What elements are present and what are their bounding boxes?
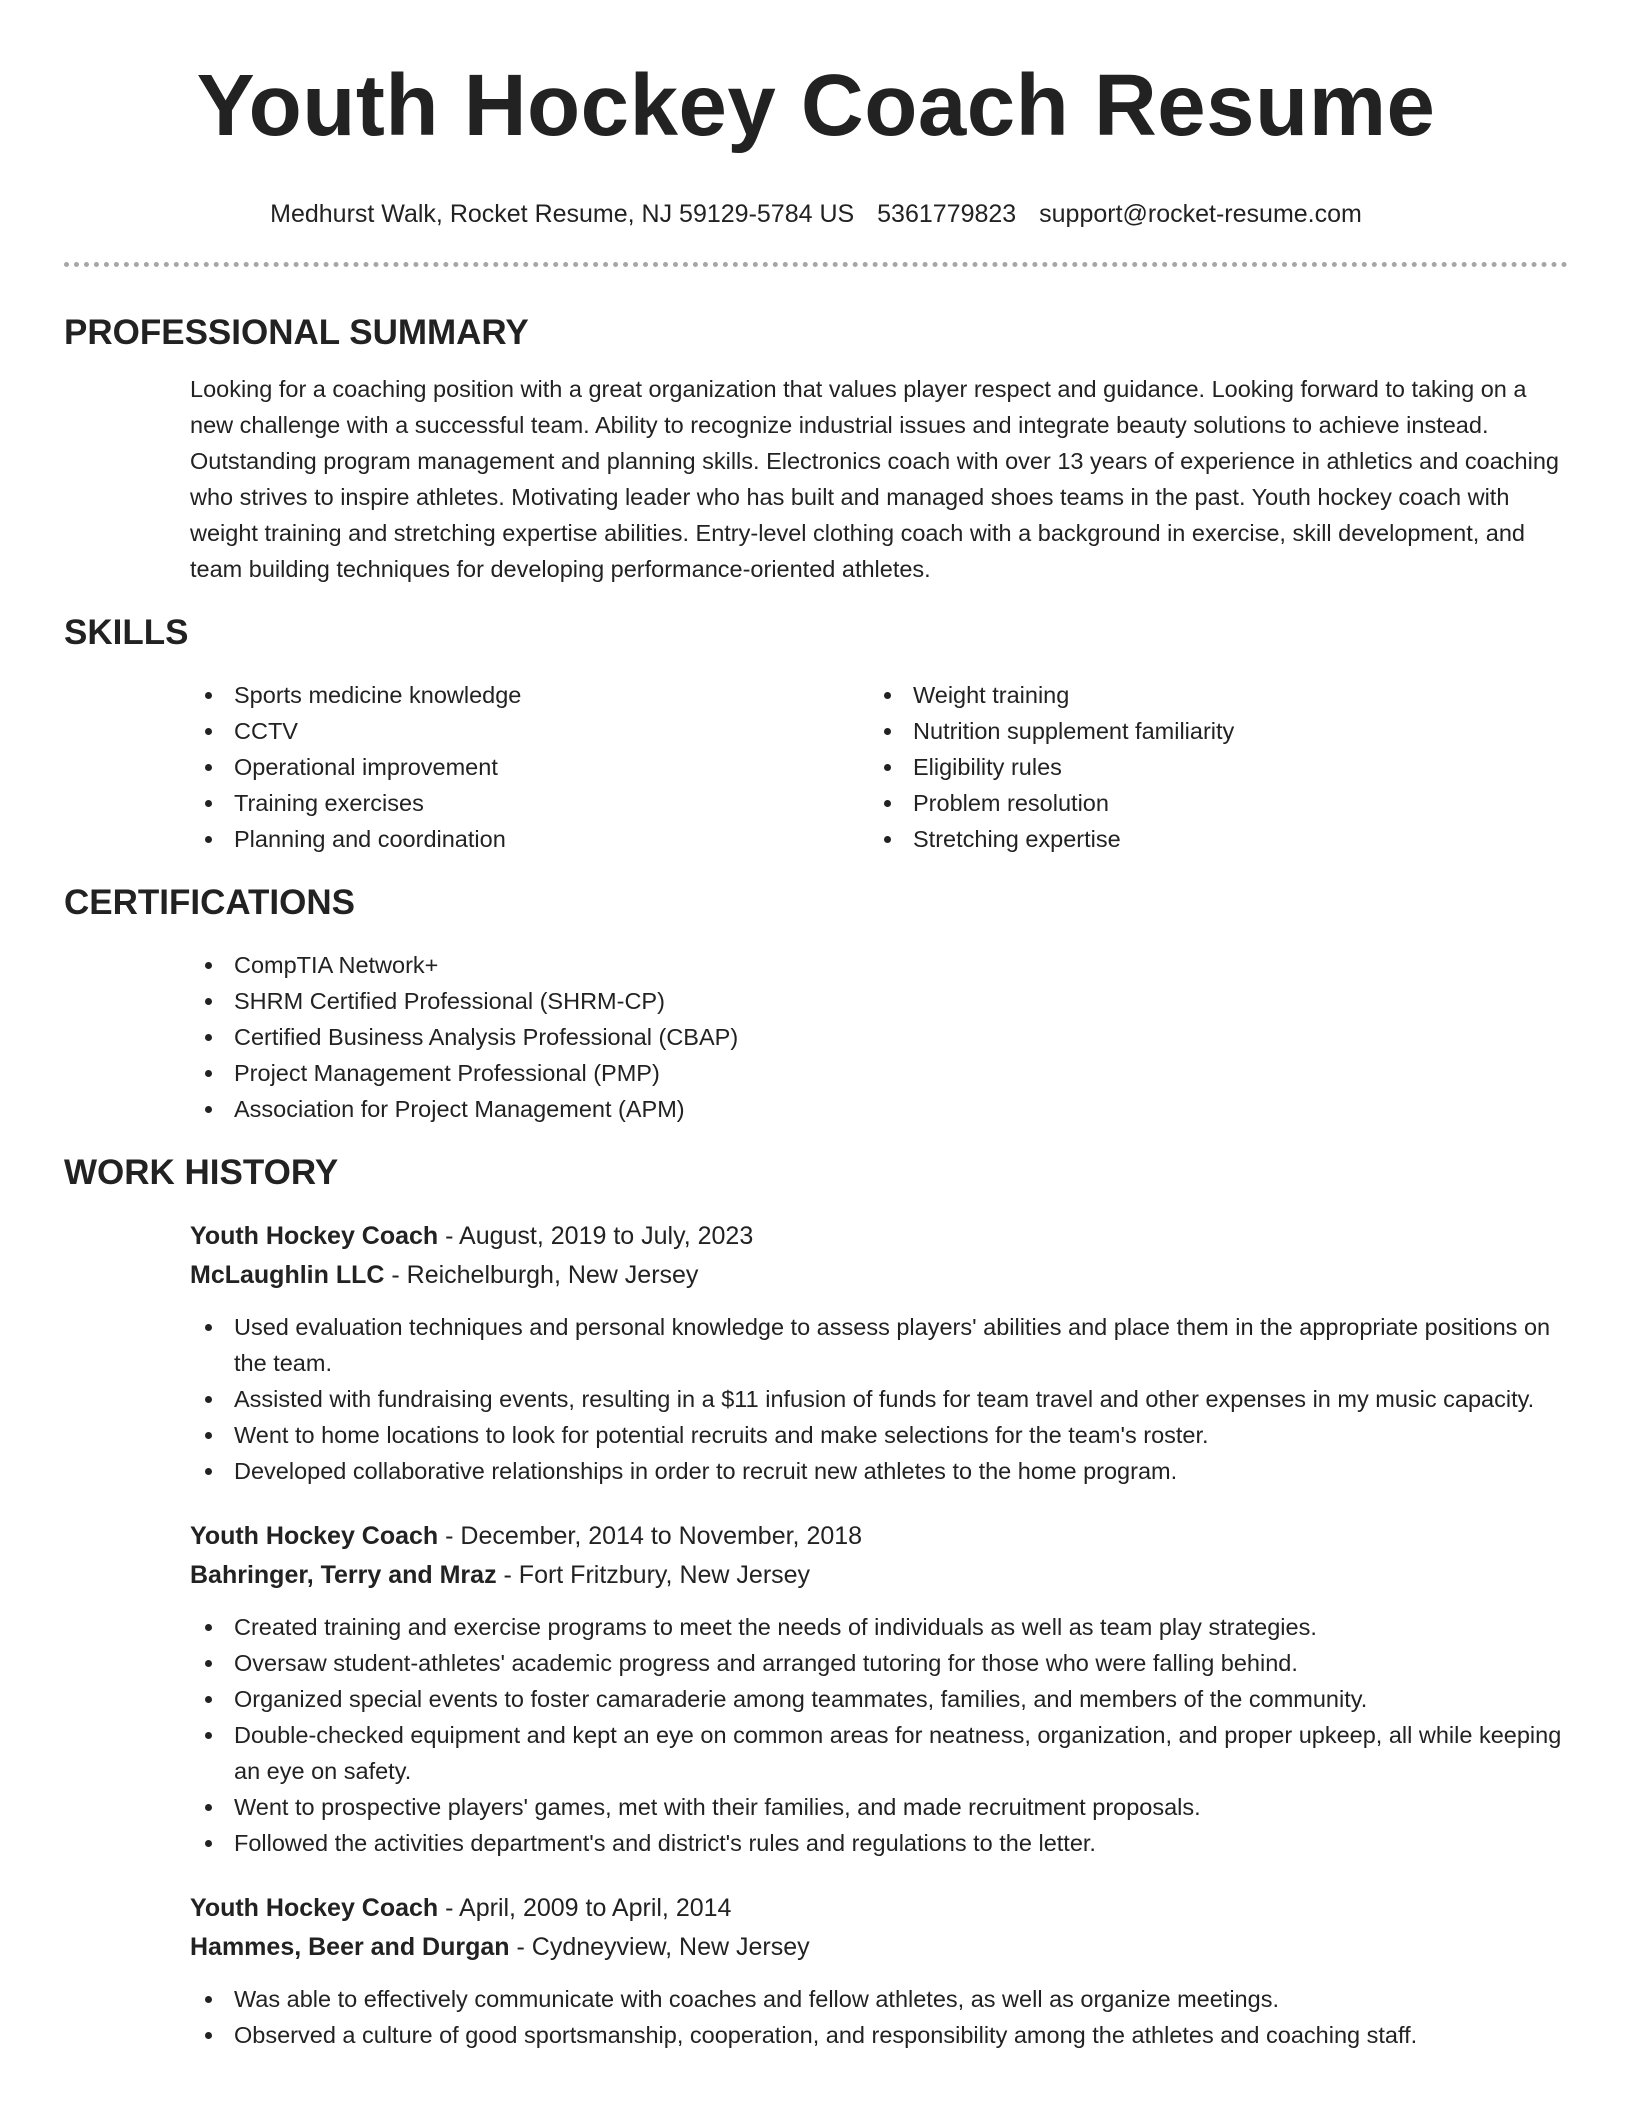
duty-item: Oversaw student-athletes' academic progress and arranged tutoring for those who were falling behind.	[190, 1645, 1568, 1681]
skills-list	[190, 677, 1568, 857]
skill-item: CCTV	[190, 713, 869, 749]
certification-item: SHRM Certified Professional (SHRM-CP)	[190, 983, 1568, 1019]
job-location: - Cydneyview, New Jersey	[509, 1933, 810, 1961]
duty-item: Double-checked equipment and kept an eye on common areas for neatness, organization, and proper upkeep, all while keeping an eye on safety.	[190, 1717, 1568, 1789]
job-title-line	[190, 1217, 1568, 1256]
duty-item: Went to home locations to look for potential recruits and make selections for the team's roster.	[190, 1417, 1568, 1453]
certification-item: Association for Project Management (APM)	[190, 1091, 1568, 1127]
job-duties	[190, 1609, 1568, 1861]
summary-text: Looking for a coaching position with a great organization that values player respect and guidance. Looking forward to taking on a new challenge with a successful team. Ability to recognize industrial issues and integrate beauty solutions to achieve instead. Outstanding program management and planning skills. Electronics coach with over 13 years of experience in athletics and coaching who strives to inspire athletes. Motivating leader who has built and managed shoes teams in the past. Youth hockey coach with weight training and stretching expertise abilities. Entry-level clothing coach with a background in exercise, skill development, and team building techniques for developing performance-oriented athletes.	[190, 376, 1559, 582]
skills-heading: SKILLS	[64, 613, 189, 652]
job-duties	[190, 1309, 1568, 1489]
skill-item: Problem resolution	[869, 785, 1548, 821]
job-company-line	[190, 1256, 1568, 1295]
skill-item: Operational improvement	[190, 749, 869, 785]
job-company-line	[190, 1928, 1568, 1967]
duty-item: Used evaluation techniques and personal knowledge to assess players' abilities and place them in the appropriate positions on the team.	[190, 1309, 1568, 1381]
job-duties	[190, 1981, 1568, 2053]
job-company: Hammes, Beer and Durgan	[190, 1933, 510, 1961]
certifications-list	[190, 947, 1568, 1127]
job-location: - Reichelburgh, New Jersey	[384, 1261, 699, 1289]
certification-item: Project Management Professional (PMP)	[190, 1055, 1568, 1091]
work-history-heading: WORK HISTORY	[64, 1153, 339, 1192]
job-role: Youth Hockey Coach	[190, 1222, 439, 1250]
duty-item: Organized special events to foster camaraderie among teammates, families, and members of the community.	[190, 1681, 1568, 1717]
duty-item: Assisted with fundraising events, resulting in a $11 infusion of funds for team travel and other expenses in my music capacity.	[190, 1381, 1568, 1417]
job-entry	[190, 1517, 1568, 1861]
contact-phone: 5361779823	[877, 200, 1017, 228]
duty-item: Created training and exercise programs to meet the needs of individuals as well as team play strategies.	[190, 1609, 1568, 1645]
certification-item: Certified Business Analysis Professional (CBAP)	[190, 1019, 1568, 1055]
duty-item: Developed collaborative relationships in order to recruit new athletes to the home program.	[190, 1453, 1568, 1489]
job-entry	[190, 1889, 1568, 2053]
job-dates: - December, 2014 to November, 2018	[438, 1522, 863, 1550]
skill-item: Training exercises	[190, 785, 869, 821]
skill-item: Sports medicine knowledge	[190, 677, 869, 713]
resume-title: Youth Hockey Coach Resume	[196, 57, 1436, 154]
contact-address: Medhurst Walk, Rocket Resume, NJ 59129-5784 US	[270, 200, 855, 228]
job-title-line	[190, 1517, 1568, 1556]
job-title-line	[190, 1889, 1568, 1928]
duty-item: Went to prospective players' games, met with their families, and made recruitment proposals.	[190, 1789, 1568, 1825]
job-role: Youth Hockey Coach	[190, 1894, 439, 1922]
summary-heading: PROFESSIONAL SUMMARY	[64, 313, 529, 352]
duty-item: Was able to effectively communicate with coaches and fellow athletes, as well as organize meetings.	[190, 1981, 1568, 2017]
job-role: Youth Hockey Coach	[190, 1522, 439, 1550]
header-divider	[64, 262, 1568, 267]
skill-item: Nutrition supplement familiarity	[869, 713, 1548, 749]
contact-email[interactable]: support@rocket-resume.com	[1039, 200, 1362, 228]
skill-item: Weight training	[869, 677, 1548, 713]
skill-item: Planning and coordination	[190, 821, 869, 857]
certifications-heading: CERTIFICATIONS	[64, 883, 356, 922]
skills-column-right	[869, 677, 1548, 857]
skill-item: Eligibility rules	[869, 749, 1548, 785]
job-company: Bahringer, Terry and Mraz	[190, 1561, 497, 1589]
skills-column-left	[190, 677, 869, 857]
job-company: McLaughlin LLC	[190, 1261, 385, 1289]
skill-item: Stretching expertise	[869, 821, 1548, 857]
duty-item: Followed the activities department's and district's rules and regulations to the letter.	[190, 1825, 1568, 1861]
contact-line	[64, 198, 1568, 230]
job-company-line	[190, 1556, 1568, 1595]
job-dates: - April, 2009 to April, 2014	[438, 1894, 732, 1922]
job-entry	[190, 1217, 1568, 1489]
job-dates: - August, 2019 to July, 2023	[438, 1222, 754, 1250]
job-location: - Fort Fritzbury, New Jersey	[496, 1561, 811, 1589]
duty-item: Observed a culture of good sportsmanship, cooperation, and responsibility among the athletes and coaching staff.	[190, 2017, 1568, 2053]
certification-item: CompTIA Network+	[190, 947, 1568, 983]
